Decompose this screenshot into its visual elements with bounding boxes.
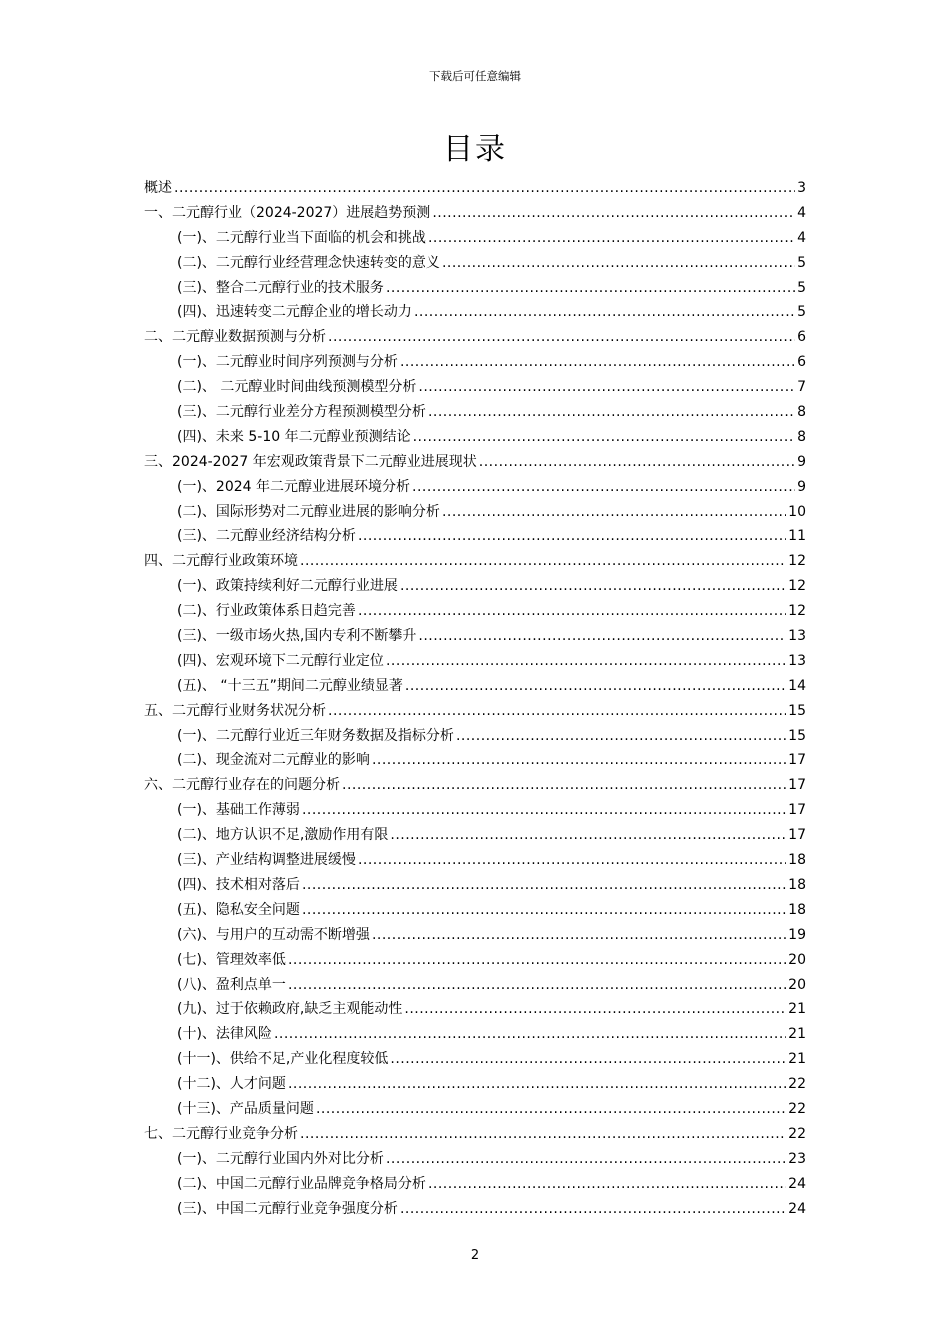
toc-entry[interactable] — [144, 674, 806, 699]
toc-entry-page: 17 — [788, 827, 806, 844]
toc-entry-page: 18 — [788, 852, 806, 869]
toc-entry-page: 5 — [797, 304, 806, 321]
toc-entry-label: 五、二元醇行业财务状况分析 — [144, 702, 326, 719]
toc-entry-page: 9 — [797, 478, 806, 495]
toc-dot-leader — [358, 524, 786, 549]
toc-entry-label: (二)、行业政策体系日趋完善 — [177, 603, 356, 620]
toc-dot-leader — [300, 549, 786, 574]
toc-entry-label: (二)、现金流对二元醇业的影响 — [177, 752, 370, 769]
toc-entry[interactable] — [144, 898, 806, 923]
toc-dot-leader — [400, 350, 795, 375]
toc-entry[interactable] — [144, 251, 806, 276]
toc-dot-leader — [328, 325, 795, 350]
toc-entry-page: 20 — [788, 951, 806, 968]
toc-entry[interactable] — [144, 400, 806, 425]
toc-entry[interactable] — [144, 699, 806, 724]
toc-entry-label: (二)、中国二元醇行业品牌竞争格局分析 — [177, 1175, 426, 1192]
toc-entry[interactable] — [144, 276, 806, 301]
toc-entry-label: 概述 — [144, 180, 172, 196]
toc-entry[interactable] — [144, 450, 806, 475]
toc-dot-leader — [288, 973, 786, 998]
toc-entry-label: (五)、 “十三五”期间二元醇业绩显著 — [177, 677, 403, 694]
toc-entry-label: (九)、过于依赖政府,缺乏主观能动性 — [177, 1001, 403, 1018]
toc-entry-page: 23 — [788, 1150, 806, 1167]
toc-entry[interactable] — [144, 997, 806, 1022]
toc-dot-leader — [372, 748, 786, 773]
toc-entry-page: 6 — [797, 354, 806, 371]
toc-entry[interactable] — [144, 1172, 806, 1197]
toc-entry[interactable] — [144, 500, 806, 525]
toc-dot-leader — [412, 475, 795, 500]
toc-entry-label: (十二)、人才问题 — [177, 1076, 286, 1093]
toc-entry[interactable] — [144, 599, 806, 624]
toc-entry-page: 24 — [788, 1200, 806, 1217]
toc-entry-label: (二)、 二元醇业时间曲线预测模型分析 — [177, 379, 417, 396]
toc-dot-leader — [390, 823, 786, 848]
toc-entry-label: (一)、政策持续利好二元醇行业进展 — [177, 578, 398, 595]
toc-entry-page: 21 — [788, 1026, 806, 1043]
toc-dot-leader — [302, 873, 786, 898]
toc-dot-leader — [288, 1072, 786, 1097]
toc-entry[interactable] — [144, 475, 806, 500]
toc-dot-leader — [328, 699, 786, 724]
toc-entry-page: 15 — [788, 727, 806, 744]
toc-entry[interactable] — [144, 524, 806, 549]
toc-dot-leader — [358, 848, 786, 873]
toc-entry-page: 5 — [797, 254, 806, 271]
toc-entry-label: (十)、法律风险 — [177, 1026, 272, 1043]
toc-entry-label: 七、二元醇行业竞争分析 — [144, 1125, 298, 1142]
toc-dot-leader — [428, 400, 795, 425]
toc-entry-page: 17 — [788, 802, 806, 819]
toc-entry-page: 24 — [788, 1175, 806, 1192]
toc-entry-page: 7 — [797, 379, 806, 396]
toc-entry-label: (四)、宏观环境下二元醇行业定位 — [177, 652, 384, 669]
toc-entry-label: (二)、二元醇行业经营理念快速转变的意义 — [177, 254, 440, 271]
toc-entry-label: (十三)、产品质量问题 — [177, 1100, 314, 1117]
toc-dot-leader — [404, 997, 786, 1022]
toc-entry-page: 17 — [788, 752, 806, 769]
toc-entry[interactable] — [144, 425, 806, 450]
toc-entry-page: 12 — [788, 553, 806, 570]
toc-entry-label: (三)、中国二元醇行业竞争强度分析 — [177, 1200, 398, 1217]
toc-entry-label: (六)、与用户的互动需不断增强 — [177, 926, 370, 943]
toc-dot-leader — [400, 1197, 786, 1222]
toc-entry[interactable] — [144, 724, 806, 749]
toc-entry[interactable] — [144, 1097, 806, 1122]
toc-dot-leader — [442, 500, 786, 525]
toc-entry[interactable] — [144, 624, 806, 649]
toc-entry[interactable] — [144, 973, 806, 998]
toc-entry-label: (七)、管理效率低 — [177, 951, 286, 968]
toc-entry-label: (一)、二元醇行业国内外对比分析 — [177, 1150, 384, 1167]
toc-dot-leader — [428, 1172, 786, 1197]
toc-entry-label: (一)、2024 年二元醇业进展环境分析 — [177, 478, 411, 495]
toc-entry[interactable] — [144, 649, 806, 674]
toc-entry-label: (五)、隐私安全问题 — [177, 901, 300, 918]
toc-entry[interactable] — [144, 201, 806, 226]
toc-entry[interactable] — [144, 748, 806, 773]
toc-entry-label: (四)、未来 5-10 年二元醇业预测结论 — [177, 428, 411, 445]
toc-dot-leader — [428, 226, 795, 251]
toc-entry-label: 三、2024-2027 年宏观政策背景下二元醇业进展现状 — [144, 453, 477, 470]
toc-entry-label: 二、二元醇业数据预测与分析 — [144, 329, 326, 346]
toc-entry[interactable] — [144, 176, 806, 201]
toc-dot-leader — [372, 923, 786, 948]
toc-entry-label: (一)、基础工作薄弱 — [177, 802, 300, 819]
toc-entry-page: 8 — [797, 428, 806, 445]
toc-dot-leader — [302, 798, 786, 823]
toc-dot-leader — [302, 898, 786, 923]
toc-entry-label: (二)、地方认识不足,激励作用有限 — [177, 827, 389, 844]
toc-entry-page: 22 — [788, 1076, 806, 1093]
toc-entry[interactable] — [144, 1147, 806, 1172]
toc-entry-page: 15 — [788, 702, 806, 719]
toc-entry-label: (十一)、供给不足,产业化程度较低 — [177, 1051, 389, 1068]
toc-entry-page: 6 — [797, 329, 806, 346]
toc-entry-page: 22 — [788, 1125, 806, 1142]
toc-entry[interactable] — [144, 375, 806, 400]
toc-entry[interactable] — [144, 350, 806, 375]
toc-entry-label: (四)、迅速转变二元醇企业的增长动力 — [177, 304, 412, 321]
toc-entry[interactable] — [144, 948, 806, 973]
toc-dot-leader — [316, 1097, 786, 1122]
toc-entry-page: 21 — [788, 1051, 806, 1068]
toc-dot-leader — [386, 649, 786, 674]
toc-entry[interactable] — [144, 923, 806, 948]
table-of-contents — [144, 176, 806, 1221]
toc-entry[interactable] — [144, 1047, 806, 1072]
toc-entry-label: (三)、整合二元醇行业的技术服务 — [177, 279, 384, 296]
toc-dot-leader — [432, 201, 795, 226]
toc-entry-page: 20 — [788, 976, 806, 993]
toc-entry-page: 13 — [788, 652, 806, 669]
toc-dot-leader — [400, 574, 786, 599]
toc-entry-page: 11 — [788, 528, 806, 545]
toc-entry[interactable] — [144, 873, 806, 898]
toc-entry-label: (三)、一级市场火热,国内专利不断攀升 — [177, 628, 417, 645]
page-number: 2 — [470, 1248, 480, 1263]
toc-entry[interactable] — [144, 549, 806, 574]
toc-entry[interactable] — [144, 1022, 806, 1047]
toc-dot-leader — [442, 251, 795, 276]
toc-entry-page: 22 — [788, 1100, 806, 1117]
toc-entry[interactable] — [144, 1122, 806, 1147]
toc-entry-page: 21 — [788, 1001, 806, 1018]
header-note: 下载后可任意编辑 — [429, 69, 521, 83]
toc-dot-leader — [358, 599, 786, 624]
toc-entry-page: 8 — [797, 404, 806, 421]
toc-dot-leader — [300, 1122, 786, 1147]
toc-entry[interactable] — [144, 1072, 806, 1097]
toc-entry-page: 17 — [788, 777, 806, 794]
toc-entry-label: (三)、产业结构调整进展缓慢 — [177, 852, 356, 869]
toc-title: 目录 — [443, 132, 507, 167]
toc-dot-leader — [414, 300, 795, 325]
toc-dot-leader — [342, 773, 786, 798]
toc-dot-leader — [386, 1147, 786, 1172]
toc-dot-leader — [405, 674, 786, 699]
toc-entry[interactable] — [144, 574, 806, 599]
toc-entry-label: (三)、二元醇行业差分方程预测模型分析 — [177, 404, 426, 421]
toc-entry-page: 5 — [797, 279, 806, 296]
toc-dot-leader — [418, 375, 795, 400]
toc-entry-page: 10 — [788, 503, 806, 520]
toc-dot-leader — [288, 948, 786, 973]
toc-entry-page: 4 — [797, 229, 806, 246]
toc-entry[interactable] — [144, 300, 806, 325]
toc-entry-label: (八)、盈利点单一 — [177, 976, 286, 993]
toc-entry[interactable] — [144, 226, 806, 251]
toc-entry-label: 六、二元醇行业存在的问题分析 — [144, 777, 340, 794]
toc-entry-page: 12 — [788, 603, 806, 620]
toc-entry-page: 12 — [788, 578, 806, 595]
toc-entry-label: (一)、二元醇行业近三年财务数据及指标分析 — [177, 727, 454, 744]
toc-dot-leader — [174, 176, 795, 201]
toc-entry[interactable] — [144, 1197, 806, 1222]
toc-entry-page: 4 — [797, 204, 806, 221]
toc-entry-page: 14 — [788, 677, 806, 694]
toc-dot-leader — [386, 276, 795, 301]
toc-entry-label: (四)、技术相对落后 — [177, 876, 300, 893]
toc-entry-page: 19 — [788, 926, 806, 943]
toc-dot-leader — [418, 624, 786, 649]
toc-entry-page: 13 — [788, 628, 806, 645]
toc-entry-label: 四、二元醇行业政策环境 — [144, 553, 298, 570]
toc-dot-leader — [274, 1022, 786, 1047]
toc-entry-label: (二)、国际形势对二元醇业进展的影响分析 — [177, 503, 440, 520]
toc-entry[interactable] — [144, 848, 806, 873]
toc-entry[interactable] — [144, 798, 806, 823]
toc-entry-label: (三)、二元醇业经济结构分析 — [177, 528, 356, 545]
toc-entry[interactable] — [144, 823, 806, 848]
toc-dot-leader — [390, 1047, 786, 1072]
toc-entry[interactable] — [144, 773, 806, 798]
toc-entry-label: (一)、二元醇业时间序列预测与分析 — [177, 354, 398, 371]
toc-dot-leader — [479, 450, 795, 475]
toc-entry-page: 9 — [797, 453, 806, 470]
toc-entry-page: 18 — [788, 901, 806, 918]
toc-entry[interactable] — [144, 325, 806, 350]
toc-dot-leader — [456, 724, 786, 749]
toc-entry-page: 3 — [797, 180, 806, 196]
toc-entry-label: (一)、二元醇行业当下面临的机会和挑战 — [177, 229, 426, 246]
toc-dot-leader — [413, 425, 795, 450]
toc-entry-page: 18 — [788, 876, 806, 893]
toc-entry-label: 一、二元醇行业（2024-2027）进展趋势预测 — [144, 204, 431, 221]
